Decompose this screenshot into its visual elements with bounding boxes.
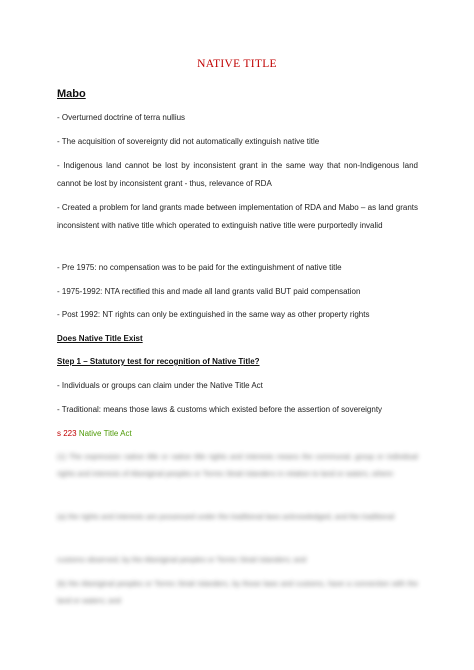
act-name: Native Title Act xyxy=(78,429,132,438)
section-number: s 223 xyxy=(57,429,77,438)
mabo-point-5: - Pre 1975: no compensation was to be paid for the extinguishment of native title xyxy=(57,263,342,272)
step1-heading: Step 1 – Statutory test for recognition of Native Title? xyxy=(57,357,260,366)
blurred-line-2: (a) the rights and interests are possessed under the traditional laws acknowledged, and the traditional xyxy=(57,512,395,521)
section-heading-mabo: Mabo xyxy=(57,88,86,100)
mabo-point-3: - Indigenous land cannot be lost by inconsistent grant in the same way that non-Indigenous land cannot be lost by inconsistent grant - thus, relevance of RDA xyxy=(57,161,418,188)
blurred-line-1: (1) The expression native title or native title rights and interests means the communal, group or individual rights and interests of Aboriginal peoples or Torres Strait Islanders in relation to land or waters, where: xyxy=(57,452,418,478)
mabo-point-7: - Post 1992: NT rights can only be extinguished in the same way as other property rights xyxy=(57,310,370,319)
does-native-title-exist-heading: Does Native Title Exist xyxy=(57,334,143,343)
mabo-point-1: - Overturned doctrine of terra nullius xyxy=(57,113,186,122)
blurred-line-3: customs observed, by the Aboriginal peoples or Torres Strait Islanders; and xyxy=(57,555,307,564)
page-title: NATIVE TITLE xyxy=(197,58,277,70)
blurred-line-4: (b) the Aboriginal peoples or Torres Strait Islanders, by those laws and customs, have a connection with the land or waters; and xyxy=(57,579,418,605)
step1-point-2: - Traditional: means those laws & customs which existed before the assertion of sovereignty xyxy=(57,405,383,414)
blurred-preview xyxy=(57,440,418,630)
step1-point-1: - Individuals or groups can claim under the Native Title Act xyxy=(57,381,263,390)
mabo-point-2: - The acquisition of sovereignty did not automatically extinguish native title xyxy=(57,137,320,146)
mabo-point-6: - 1975-1992: NTA rectified this and made all land grants valid BUT paid compensation xyxy=(57,287,361,296)
mabo-point-4: - Created a problem for land grants made between implementation of RDA and Mabo – as land grants inconsistent with native title which operated to extinguish native title were purportedly invalid xyxy=(57,203,418,230)
